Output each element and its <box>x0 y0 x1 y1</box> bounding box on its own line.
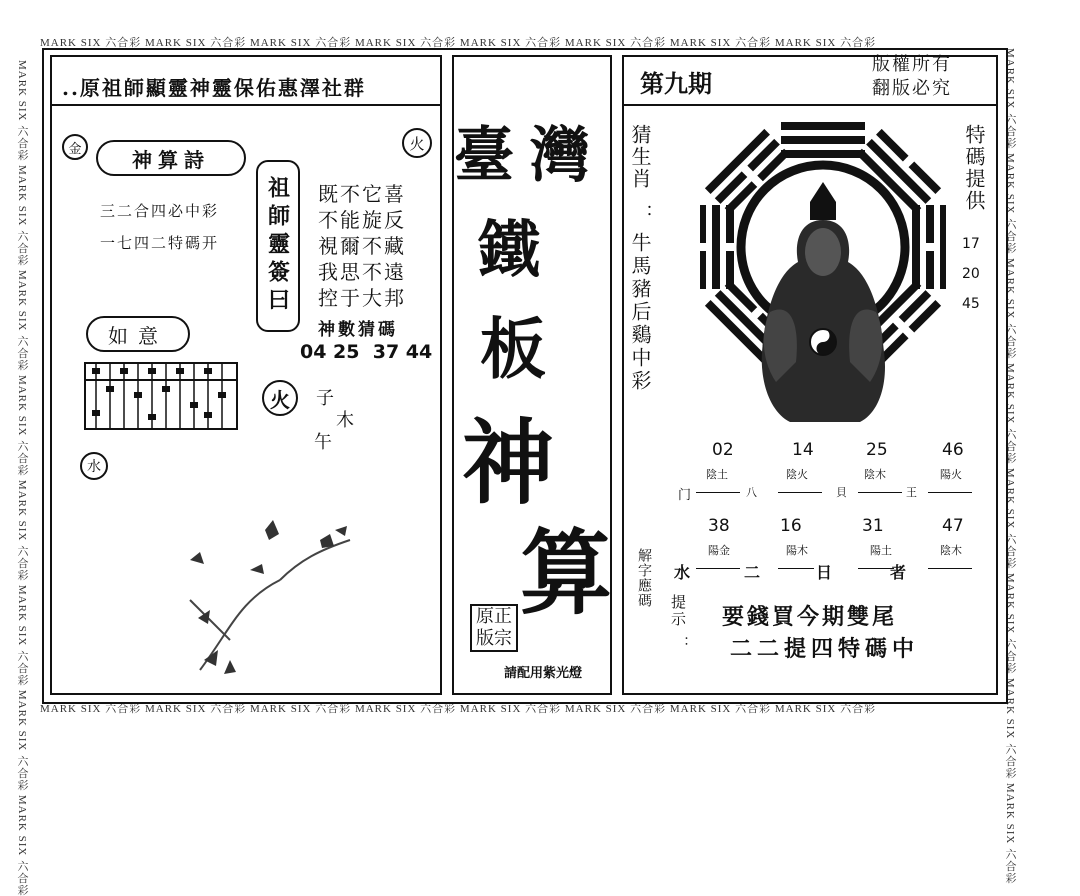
jie-label: 解字應碼 <box>636 548 652 608</box>
water-badge <box>80 452 108 480</box>
wu-label: 午 <box>314 432 332 453</box>
mu-label: 木 <box>336 410 354 431</box>
row2-under-3: 者 <box>890 563 907 582</box>
guess-animals: 牛馬豬后鷄中彩 <box>628 232 652 393</box>
row1-lead: 门 <box>678 488 692 503</box>
poem-line-1: 既不它喜 <box>318 182 406 206</box>
watermark-left: MARK SIX 六合彩 MARK SIX 六合彩 MARK SIX 六合彩 MARK SIX 六合彩 MARK SIX 六合彩 MARK SIX 六合彩 MARK SIX 六合彩 MARK SIX 六合彩 <box>16 60 28 896</box>
row1-tag-3: 陰木 <box>864 468 886 481</box>
row1-rule-2 <box>778 492 822 493</box>
row2-rule-4 <box>928 568 972 569</box>
corner-gold-badge <box>62 134 88 160</box>
poem-line-4: 我思不遠 <box>318 260 406 284</box>
row1-number-1: 02 <box>712 440 734 460</box>
row1-number-4: 46 <box>942 440 964 460</box>
row1-rule-4 <box>928 492 972 493</box>
title-char-5: 神 <box>462 409 555 517</box>
hint-line-2: 二二提四特碼中 <box>730 636 920 662</box>
tishi-sep: ： <box>674 636 690 650</box>
prediction-line-1: 三二合四必中彩 <box>100 202 220 220</box>
row2-under-1: 二 <box>744 563 761 582</box>
row2-number-1: 38 <box>708 516 730 536</box>
prediction-line-2: 一七四二特碼开 <box>100 234 220 252</box>
title-char-2: 灣 <box>530 121 590 191</box>
row1-tag-1: 陰土 <box>706 468 728 481</box>
guess-title: 猜生肖 <box>628 124 652 190</box>
row2-rule-1 <box>696 568 740 569</box>
water-label: 水 <box>87 459 101 475</box>
corner-gold-label: 金 <box>68 141 82 157</box>
watermark-bottom: MARK SIX 六合彩 MARK SIX 六合彩 MARK SIX 六合彩 MARK SIX 六合彩 MARK SIX 六合彩 MARK SIX 六合彩 MARK SIX 六合彩 MARK SIX 六合彩 <box>40 703 877 715</box>
left-header-rule <box>52 104 440 106</box>
row1-number-2: 14 <box>792 440 814 460</box>
title-char-1: 臺 <box>454 121 514 191</box>
row1-number-3: 25 <box>866 440 888 460</box>
row1-tag-4: 陽火 <box>940 468 962 481</box>
zushi-box <box>256 160 300 332</box>
row1-under-3: 王 <box>906 486 917 499</box>
watermark-right: MARK SIX 六合彩 MARK SIX 六合彩 MARK SIX 六合彩 MARK SIX 六合彩 MARK SIX 六合彩 MARK SIX 六合彩 MARK SIX 六合彩 MARK SIX 六合彩 <box>1004 48 1016 885</box>
title-char-3: 鐵 <box>478 213 541 286</box>
poem-line-2: 不能旋反 <box>318 208 406 232</box>
special-title: 特碼提供 <box>962 124 986 212</box>
ruyi-label: 如意 <box>108 323 168 348</box>
issue-rule <box>624 104 996 106</box>
fire-badge <box>262 380 298 416</box>
row2-number-3: 31 <box>862 516 884 536</box>
watermark-top: MARK SIX 六合彩 MARK SIX 六合彩 MARK SIX 六合彩 MARK SIX 六合彩 MARK SIX 六合彩 MARK SIX 六合彩 MARK SIX 六合彩 MARK SIX 六合彩 <box>40 37 877 49</box>
authentic-stamp <box>470 604 518 652</box>
row1-rule-3 <box>858 492 902 493</box>
ink-plant-sketch <box>170 500 370 680</box>
poem-title: 神算詩 <box>132 147 210 172</box>
zushi-label: 祖師靈簽曰 <box>264 176 291 316</box>
row1-under-2: 貝 <box>836 486 847 499</box>
corner-fire-badge <box>402 128 432 158</box>
guess-sep: ： <box>633 204 654 222</box>
poem-title-box <box>96 140 246 176</box>
special-number-1: 17 <box>962 236 980 252</box>
authentic-stamp-label: 原正版宗 <box>476 606 512 649</box>
copyright-line-1: 版權所有 <box>872 54 952 75</box>
zi-label: 子 <box>316 388 334 409</box>
row1-under-1: 八 <box>746 486 757 499</box>
center-footer: 請配用紫光燈 <box>504 666 583 681</box>
row2-tag-1: 陽金 <box>708 544 730 557</box>
ruyi-box <box>86 316 190 352</box>
title-char-6: 算 <box>520 519 613 627</box>
corner-fire-label: 火 <box>409 134 425 153</box>
shenshu-label: 神數猜碼 <box>318 320 398 340</box>
hint-line-1: 要錢買今期雙尾 <box>722 604 898 630</box>
special-number-2: 20 <box>962 266 980 282</box>
poem-line-5: 控于大邦 <box>318 286 406 310</box>
abacus-icon <box>84 362 238 430</box>
row1-rule-1 <box>696 492 740 493</box>
row2-number-2: 16 <box>780 516 802 536</box>
row1-tag-2: 陰火 <box>786 468 808 481</box>
left-header: ..原祖師顯靈神靈保佑惠澤社群 <box>62 76 366 100</box>
row2-lead: 水 <box>674 563 691 582</box>
shenshu-numbers: 04 25 37 44 <box>300 341 433 363</box>
row2-rule-3 <box>858 568 894 569</box>
row2-rule-2 <box>778 568 814 569</box>
tishi-label: 提示 <box>669 594 687 628</box>
copyright-line-2: 翻版必究 <box>872 78 952 99</box>
special-number-3: 45 <box>962 296 980 312</box>
title-char-4: 板 <box>480 310 546 388</box>
fire-label: 火 <box>270 387 290 412</box>
deity-bagua-illustration <box>700 112 946 432</box>
row2-tag-4: 陰木 <box>940 544 962 557</box>
row2-under-2: 日 <box>816 563 833 582</box>
row2-tag-3: 陽土 <box>870 544 892 557</box>
poem-line-3: 視爾不藏 <box>318 234 406 258</box>
row2-tag-2: 陽木 <box>786 544 808 557</box>
row2-number-4: 47 <box>942 516 964 536</box>
issue-label: 第九期 <box>640 69 712 98</box>
